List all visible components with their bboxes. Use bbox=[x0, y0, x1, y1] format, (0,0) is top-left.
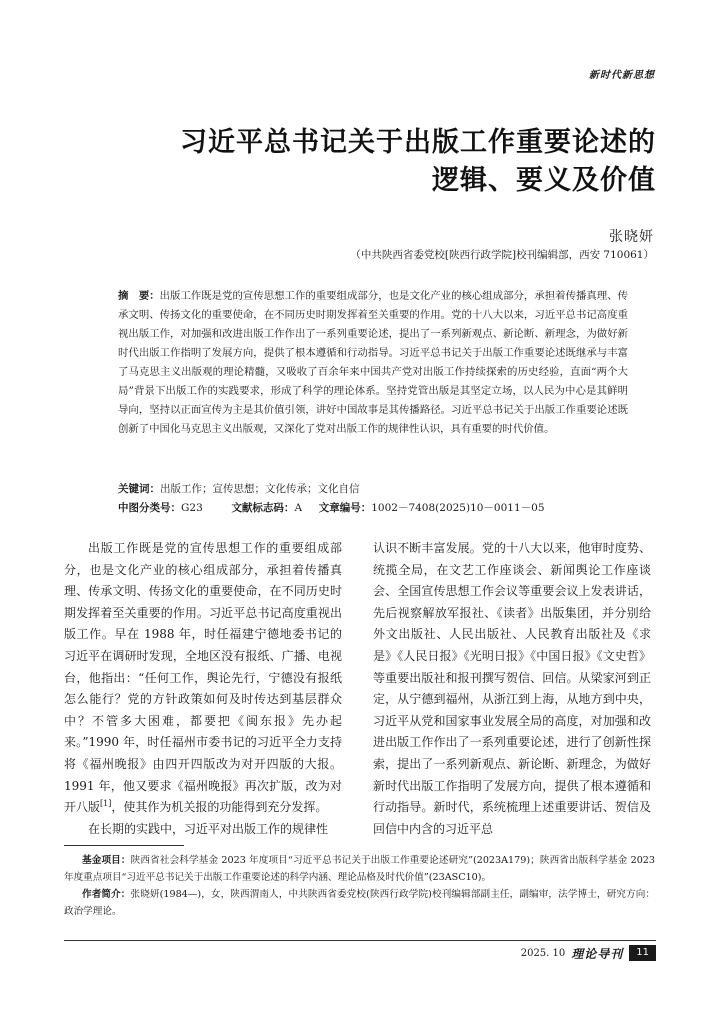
citation-ref[interactable]: [1] bbox=[100, 799, 112, 809]
author-bio-text: 张晓妍(1984—)，女，陕西渭南人，中共陕西省委党校(陕西行政学院)校刊编辑部副主任，副编审，法学博士，研究方向：政治学理论。 bbox=[64, 889, 656, 917]
keywords-label: 关键词： bbox=[118, 483, 160, 495]
article-title bbox=[60, 124, 656, 200]
fund-text: 陕西省社会科学基金 2023 年度项目“习近平总书记关于出版工作重要论述研究”(2023A179)；陕西省出版科学基金 2023 年度重点项目“习近平总书记关于出版工作重要论述的科学内涵、理论品格及时代价值”(23ASC10)。 bbox=[64, 855, 656, 883]
article-id-label: 文章编号： bbox=[318, 502, 372, 514]
fund-label: 基金项目： bbox=[82, 855, 131, 866]
abstract-label: 摘 要： bbox=[118, 290, 160, 302]
classification-line bbox=[118, 500, 545, 515]
abstract-text: 出版工作既是党的宣传思想工作的重要组成部分，也是文化产业的核心组成部分，承担着传播真理、传承文明、传扬文化的重要使命，在不同历史时期发挥着至关重要的作用。党的十八大以来，习近平总书记高度重视出版工作，对加强和改进出版工作作出了一系列重要论述，提出了一系列新观点、新论断、新理念，为做好新时代出版工作指明了发展方向，提供了根本遵循和行动指导。习近平总书记关于出版工作重要论述既继承与丰富了马克思主义出版观的理论精髓，又吸收了百余年来中国共产党对出版工作持续探索的历史经验，直面“两个大局”背景下出版工作的实践要求，形成了科学的理论体系。坚持党管出版是其坚定立场，以人民为中心是其鲜明导向，坚持以正面宣传为主是其价值引领，讲好中国故事是其传播路径。习近平总书记关于出版工作重要论述既创新了中国化马克思主义出版观，又深化了党对出版工作的规律性认识，具有重要的时代价值。 bbox=[118, 290, 629, 435]
abstract bbox=[118, 287, 628, 439]
body-paragraph: 认识不断丰富发展。党的十八大以来，他审时度势、统揽全局，在文艺工作座谈会、新闻舆论工作座谈会、全国宣传思想工作会议等重要会议上发表讲话，先后视察解放军报社、《读者》出版集团，并分别给外文出版社、人民出版社、人民教育出版社及《求是》《人民日报》《光明日报》《中国日报》《文史哲》等重要出版社和报刊撰写贺信、回信。从梁家河到正定，从宁德到福州，从浙江到上海，从地方到中央，习近平从党和国家事业发展全局的高度，对加强和改进出版工作作出了一系列重要论述，进行了创新性探索，提出了一系列新观点、新论断、新理念，为做好新时代出版工作指明了发展方向，提供了根本遵循和行动指导。新时代，系统梳理上述重要讲话、贺信及回信中内含的习近平总 bbox=[373, 541, 651, 836]
fund-note bbox=[64, 852, 655, 886]
footnotes bbox=[64, 852, 655, 920]
clc-label: 中图分类号： bbox=[118, 502, 181, 514]
body-paragraph: 在长期的实践中，习近平对出版工作的规律性 bbox=[88, 821, 329, 836]
doc-code-label: 文献标志码： bbox=[231, 502, 295, 514]
footer-rule bbox=[64, 940, 656, 941]
issue-date: 2025. 10 bbox=[520, 947, 566, 959]
title-line-1: 习近平总书记关于出版工作重要论述的 bbox=[180, 127, 656, 158]
journal-name: 理论导刊 bbox=[571, 946, 624, 961]
author-name: 张晓妍 bbox=[609, 229, 654, 245]
footnote-rule bbox=[64, 845, 184, 846]
page-number: 11 bbox=[629, 945, 656, 961]
article-id-value: 1002－7408(2025)10－0011－05 bbox=[371, 502, 545, 514]
keywords-text: 出版工作；宣传思想；文化传承；文化自信 bbox=[160, 483, 360, 495]
author-bio-label: 作者简介： bbox=[82, 889, 131, 900]
author-note bbox=[64, 886, 655, 920]
body-column-left bbox=[64, 538, 342, 840]
title-line-2: 逻辑、要义及价值 bbox=[432, 165, 656, 196]
author-affiliation: （中共陕西省委党校[陕西行政学院]校刊编辑部，西安 710061） bbox=[350, 249, 654, 261]
clc-value: G23 bbox=[181, 502, 203, 514]
body-paragraph: 出版工作既是党的宣传思想工作的重要组成部分，也是文化产业的核心组成部分，承担着传播真理、传承文明、传扬文化的重要使命，在不同历史时期发挥着至关重要的作用。习近平总书记高度重视出版工作。早在 1988 年，时任福建宁德地委书记的习近平在调研时发现，全地区没有报纸、广播、电视台，他指出：“任何工作，舆论先行，宁德没有报纸怎么能行？党的方针政策如何及时传达到基层群众中？不管多大困难，都要把《闽东报》先办起来。”1990 年，时任福州市委书记的习近平全力支持将《福州晚报》由四开四版改为对开四版的大报。1991 年，他又要求《福州晚报》再次扩版，改为对开八版[1]，使其作为机关报的功能得到充分发挥。 bbox=[64, 541, 342, 815]
keywords bbox=[118, 481, 360, 496]
body-column-right bbox=[373, 538, 651, 840]
section-tag: 新时代新思想 bbox=[589, 70, 655, 81]
doc-code-value: A bbox=[294, 502, 303, 514]
page-footer bbox=[521, 944, 656, 962]
